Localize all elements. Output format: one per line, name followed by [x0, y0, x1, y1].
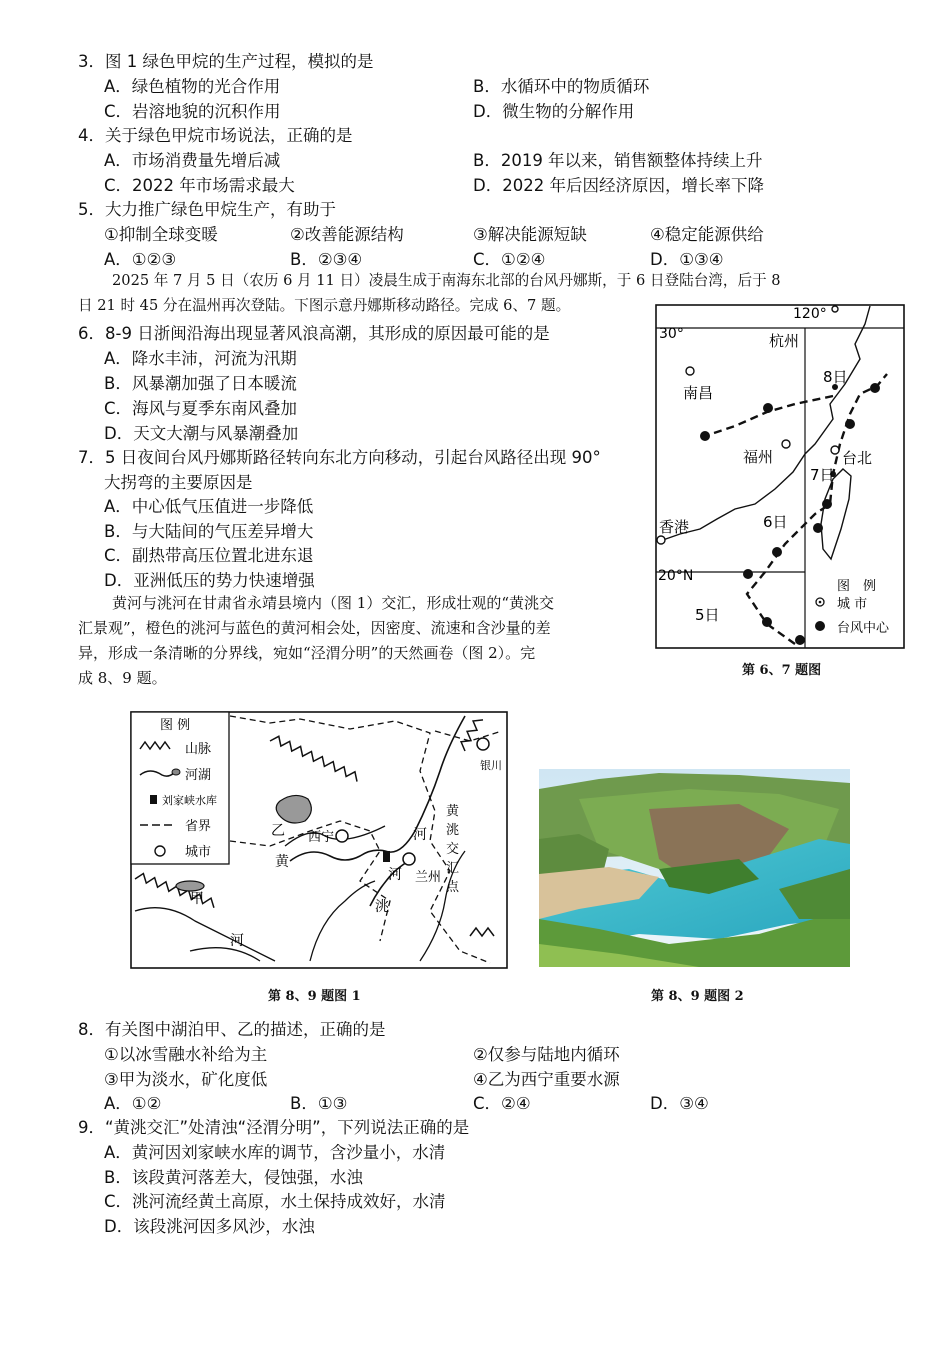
day-label-7: 7日	[810, 466, 835, 484]
label-he-3: 河	[413, 827, 427, 843]
city-hongkong-icon	[657, 536, 665, 544]
label-confluence-2: 洮	[446, 823, 460, 838]
passage2-line2: 汇景观”，橙色的洮河与蓝色的黄河相会处，因密度、流速和含沙量的差	[78, 619, 551, 637]
q7-option-c[interactable]: C．副热带高压位置北进东退	[104, 546, 314, 565]
q3-option-b[interactable]: B．水循环中的物质循环	[473, 77, 650, 96]
city-fuzhou-icon	[782, 440, 790, 448]
q6-stem: 6．8-9 日浙闽沿海出现显著风浪高潮，其形成的原因最可能的是	[78, 324, 550, 343]
typhoon-track-map	[655, 304, 905, 649]
legend-river-label: 河湖	[185, 768, 212, 783]
typhoon-center-icon	[763, 403, 773, 413]
q4-option-b[interactable]: B．2019 年以来，销售额整体持续上升	[473, 151, 763, 170]
q5-option-a[interactable]: A．①②③	[104, 250, 177, 269]
river-map-caption: 第 8、9 题图 1	[268, 989, 361, 1004]
q7-option-b[interactable]: B．与大陆间的气压差异增大	[104, 522, 314, 541]
label-confluence-1: 黄	[446, 804, 460, 819]
typhoon-map-caption: 第 6、7 题图	[742, 663, 822, 678]
q3-stem: 3．图 1 绿色甲烷的生产过程，模拟的是	[78, 52, 374, 71]
q5-statement-1: ①抑制全球变暖	[104, 225, 218, 244]
q9-option-b[interactable]: B．该段黄河落差大，侵蚀强，水浊	[104, 1168, 363, 1187]
q5-option-b[interactable]: B．②③④	[290, 250, 363, 269]
city-label-taibei: 台北	[842, 449, 873, 467]
legend-city-label: 城市	[185, 845, 212, 860]
q5-statement-4: ④稳定能源供给	[650, 225, 764, 244]
city-lanzhou-icon	[403, 853, 415, 865]
city-yinchuan-icon	[477, 738, 489, 750]
day-label-6: 6日	[763, 513, 788, 531]
legend-city-label: 城 市	[837, 597, 868, 612]
day-label-8: 8日	[823, 368, 848, 386]
lake-jia	[176, 881, 204, 891]
q8-option-c[interactable]: C．②④	[473, 1094, 531, 1113]
q9-option-d[interactable]: D．该段洮河因多风沙，水浊	[104, 1217, 315, 1236]
legend-city-icon	[155, 846, 165, 856]
city-label-hangzhou: 杭州	[769, 332, 800, 350]
typhoon-center-icon	[822, 499, 832, 509]
legend-typhoon-label: 台风中心	[837, 621, 890, 636]
typhoon-center-icon	[813, 523, 823, 533]
q6-option-d[interactable]: D．天文大潮与风暴潮叠加	[104, 424, 299, 443]
q3-option-a[interactable]: A．绿色植物的光合作用	[104, 77, 281, 96]
q5-option-c[interactable]: C．①②④	[473, 250, 546, 269]
passage1-line1: 2025 年 7 月 5 日（农历 6 月 11 日）凌晨生成于南海东北部的台风丹娜斯，于 6 日登陆台湾，后于 8	[112, 272, 781, 289]
typhoon-center-icon	[743, 569, 753, 579]
passage2-line3: 异，形成一条清晰的分界线，宛如“泾渭分明”的天然画卷（图 2）。完	[78, 644, 536, 662]
liujiaxia-reservoir	[383, 851, 390, 862]
label-confluence-4: 汇	[446, 861, 460, 876]
legend-reservoir-icon	[150, 795, 157, 804]
q8-statement-3: ③甲为淡水，矿化度低	[104, 1070, 268, 1089]
q8-option-b[interactable]: B．①③	[290, 1094, 348, 1113]
typhoon-center-icon	[762, 617, 772, 627]
passage1-line2: 日 21 时 45 分在温州再次登陆。下图示意丹娜斯移动路径。完成 6、7 题。	[78, 297, 571, 314]
label-confluence-5: 点	[446, 880, 460, 895]
legend-reservoir-label: 刘家峡水库	[162, 794, 217, 807]
lon-label: 120°	[793, 306, 827, 322]
typhoon-center-icon	[870, 383, 880, 393]
city-nanchang-icon	[686, 367, 694, 375]
confluence-photo	[539, 769, 850, 967]
label-tao: 洮	[375, 899, 389, 915]
q5-statement-2: ②改善能源结构	[290, 225, 404, 244]
q7-stem-line2: 大拐弯的主要原因是	[104, 473, 253, 492]
city-xining-icon	[336, 830, 348, 842]
label-lanzhou: 兰州	[415, 870, 442, 885]
q4-stem: 4．关于绿色甲烷市场说法，正确的是	[78, 126, 353, 145]
passage2-line1: 黄河与洮河在甘肃省永靖县境内（图 1）交汇，形成壮观的“黄洮交	[112, 594, 554, 612]
q8-option-d[interactable]: D．③④	[650, 1094, 709, 1113]
q4-option-c[interactable]: C．2022 年市场需求最大	[104, 176, 295, 195]
city-label-fuzhou: 福州	[743, 448, 774, 466]
city-taibei-icon	[831, 446, 839, 454]
legend-border-label: 省界	[185, 819, 212, 834]
lat20-label: 20°N	[658, 568, 694, 584]
q9-stem: 9．“黄洮交汇”处清浊“泾渭分明”，下列说法正确的是	[78, 1118, 470, 1137]
city-label-nanchang: 南昌	[683, 384, 714, 402]
q8-statement-1: ①以冰雪融水补给为主	[104, 1045, 268, 1064]
q8-stem: 8．有关图中湖泊甲、乙的描述，正确的是	[78, 1020, 386, 1039]
q8-option-a[interactable]: A．①②	[104, 1094, 162, 1113]
photo-caption: 第 8、9 题图 2	[651, 989, 744, 1004]
q3-option-c[interactable]: C．岩溶地貌的沉积作用	[104, 102, 281, 121]
label-xining: 西宁	[308, 830, 335, 845]
label-he-1: 河	[230, 933, 244, 949]
q9-option-c[interactable]: C．洮河流经黄土高原，水土保持成效好，水清	[104, 1192, 446, 1211]
label-yinchuan: 银川	[480, 759, 502, 772]
q6-option-b[interactable]: B．风暴潮加强了日本暖流	[104, 374, 297, 393]
typhoon-center-icon	[772, 547, 782, 557]
q8-statement-4: ④乙为西宁重要水源	[473, 1070, 620, 1089]
q8-statement-2: ②仅参与陆地内循环	[473, 1045, 620, 1064]
label-huang: 黄	[275, 854, 289, 870]
typhoon-center-icon	[795, 635, 805, 645]
label-confluence-3: 交	[446, 842, 460, 857]
legend-typhoon-icon	[815, 621, 825, 631]
label-he-2: 河	[388, 867, 402, 883]
legend-mountain-label: 山脉	[185, 742, 212, 757]
q4-option-a[interactable]: A．市场消费量先增后减	[104, 151, 281, 170]
q9-option-a[interactable]: A．黄河因刘家峡水库的调节，含沙量小，水清	[104, 1143, 446, 1162]
typhoon-center-icon	[845, 419, 855, 429]
q5-option-d[interactable]: D．①③④	[650, 250, 724, 269]
q5-stem: 5．大力推广绿色甲烷生产，有助于	[78, 200, 336, 219]
q5-statement-3: ③解决能源短缺	[473, 225, 587, 244]
label-jia: 甲	[190, 891, 204, 907]
q6-option-a[interactable]: A．降水丰沛，河流为汛期	[104, 349, 297, 368]
q6-option-c[interactable]: C．海风与夏季东南风叠加	[104, 399, 298, 418]
typhoon-center-icon	[700, 431, 710, 441]
label-yi: 乙	[271, 823, 285, 839]
q7-option-d[interactable]: D．亚洲低压的势力快速增强	[104, 571, 315, 590]
lon-marker-icon	[832, 306, 838, 312]
q7-stem-line1: 7．5 日夜间台风丹娜斯路径转向东北方向移动，引起台风路径出现 90°	[78, 448, 601, 467]
passage2-line4: 成 8、9 题。	[78, 669, 167, 687]
city-label-hongkong: 香港	[659, 518, 690, 536]
q3-option-d[interactable]: D．微生物的分解作用	[473, 102, 635, 121]
q4-option-d[interactable]: D．2022 年后因经济原因，增长率下降	[473, 176, 764, 195]
legend-title: 图 例	[160, 718, 191, 733]
river-confluence-map	[130, 711, 508, 969]
legend-title: 图 例	[837, 579, 877, 594]
q7-option-a[interactable]: A．中心低气压值进一步降低	[104, 497, 314, 516]
legend-lake-icon	[172, 769, 180, 775]
day-label-5: 5日	[695, 606, 720, 624]
lat30-label: 30°	[659, 326, 684, 342]
